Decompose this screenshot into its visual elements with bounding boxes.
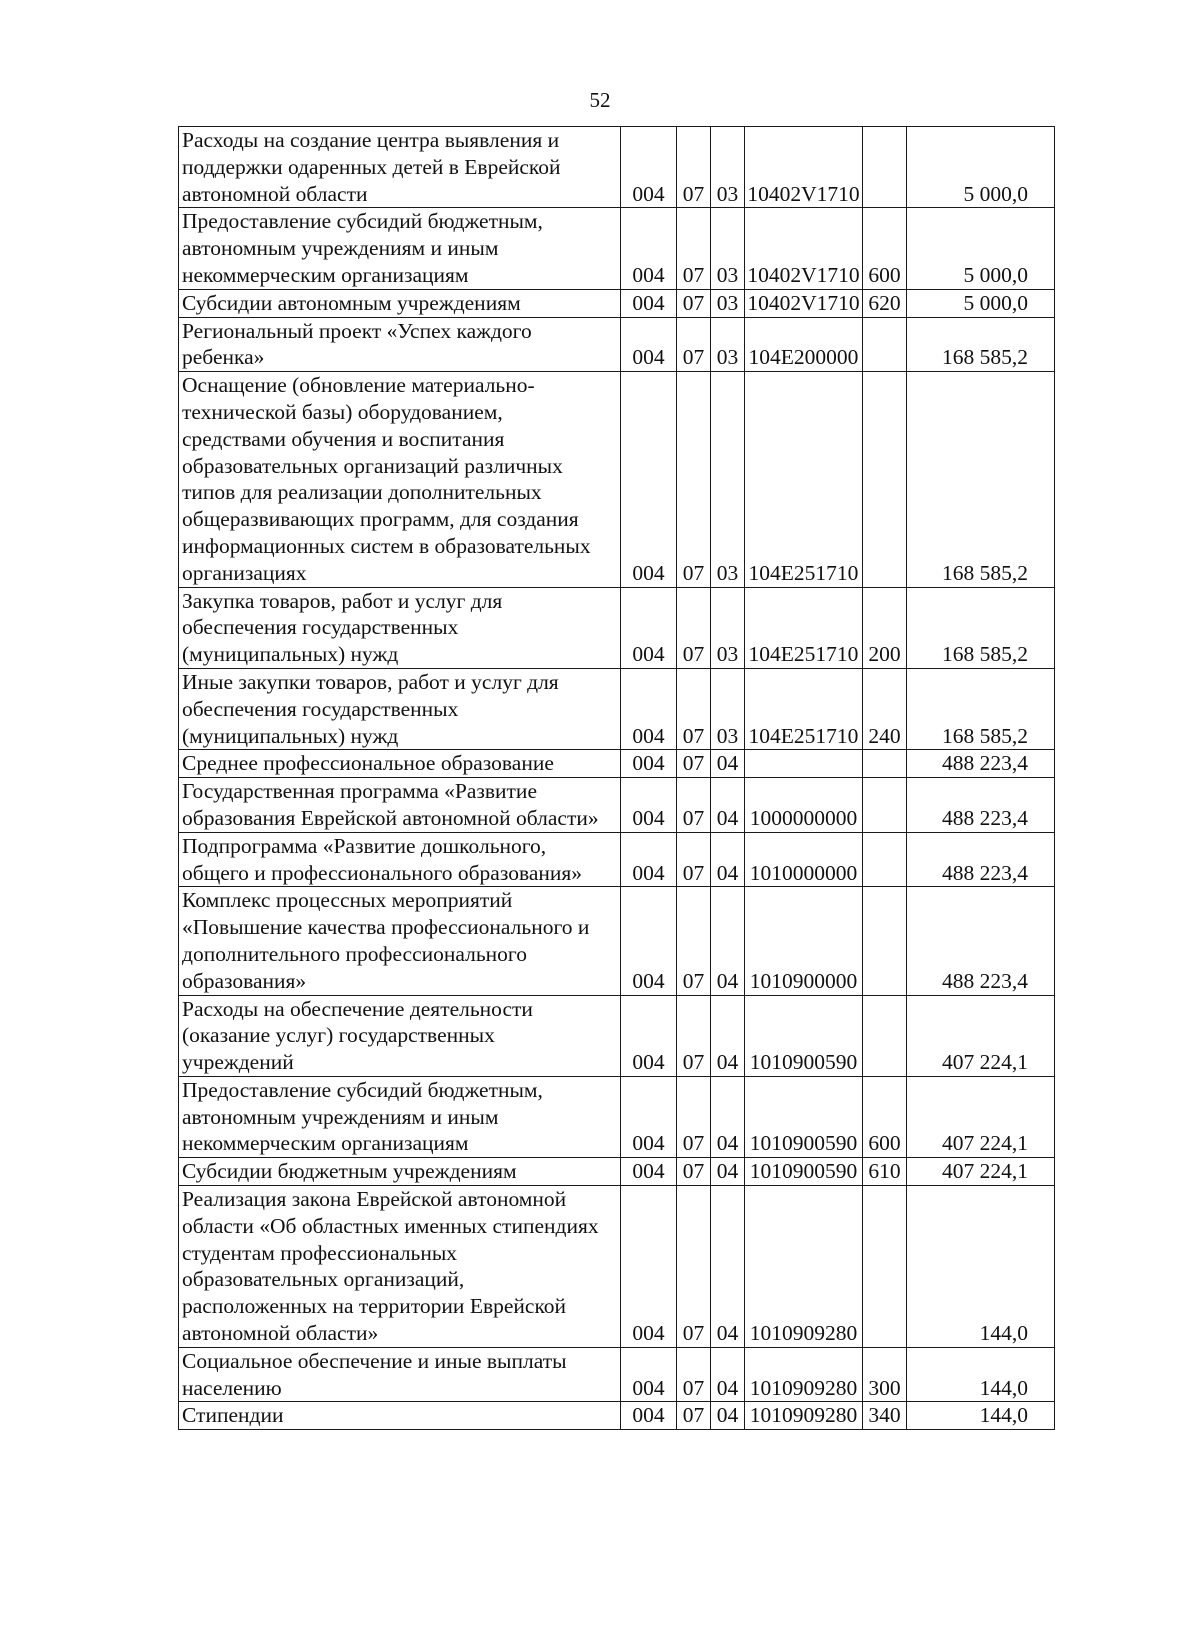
expense-name-line: образовательных организаций различных	[182, 453, 563, 478]
expense-name-line: общего и профессионального образования»	[182, 860, 583, 885]
expense-name-cell	[179, 127, 621, 208]
ministry-code-cell: 004	[621, 750, 677, 778]
ministry-code-cell: 004	[621, 1158, 677, 1186]
subsection-code-cell: 04	[711, 1076, 745, 1157]
target-code-cell: 1010900590	[745, 995, 863, 1076]
target-code-cell: 10402V1710	[745, 289, 863, 317]
amount-cell: 5 000,0	[907, 127, 1055, 208]
section-code-cell: 07	[677, 289, 711, 317]
table-row	[179, 1347, 1055, 1402]
ministry-code-cell: 004	[621, 372, 677, 587]
section-code-cell: 07	[677, 1186, 711, 1348]
expense-name-cell	[179, 289, 621, 317]
table-row	[179, 1076, 1055, 1157]
expense-type-cell: 340	[863, 1402, 907, 1430]
expense-name-cell	[179, 995, 621, 1076]
expense-name-line: обеспечения государственных	[182, 696, 459, 721]
subsection-code-cell: 03	[711, 127, 745, 208]
target-code-cell: 104E200000	[745, 317, 863, 372]
budget-table	[178, 126, 1055, 1430]
expense-name-line: информационных систем в образовательных	[182, 533, 591, 558]
target-code-cell: 1010900590	[745, 1076, 863, 1157]
table-row	[179, 587, 1055, 668]
expense-name-line: (муниципальных) нужд	[182, 723, 399, 748]
table-row	[179, 1186, 1055, 1348]
expense-name-cell	[179, 1402, 621, 1430]
section-code-cell: 07	[677, 1158, 711, 1186]
amount-cell: 5 000,0	[907, 289, 1055, 317]
target-code-cell: 10402V1710	[745, 127, 863, 208]
expense-name-line: общеразвивающих программ, для создания	[182, 507, 579, 532]
subsection-code-cell: 04	[711, 1347, 745, 1402]
expense-name-line: некоммерческим организациям	[182, 1131, 469, 1156]
expense-name-line: дополнительного профессионального	[182, 941, 527, 966]
subsection-code-cell: 03	[711, 289, 745, 317]
target-code-cell: 1010909280	[745, 1186, 863, 1348]
ministry-code-cell: 004	[621, 127, 677, 208]
subsection-code-cell: 03	[711, 587, 745, 668]
expense-name-line: автономным учреждениям и иным	[182, 236, 499, 261]
expense-type-cell	[863, 887, 907, 995]
expense-name-line: автономной области»	[182, 1321, 379, 1346]
section-code-cell: 07	[677, 587, 711, 668]
subsection-code-cell: 04	[711, 750, 745, 778]
table-row	[179, 127, 1055, 208]
expense-name-line: технической базы) оборудованием,	[182, 399, 503, 424]
target-code-cell: 1010000000	[745, 832, 863, 887]
amount-cell: 5 000,0	[907, 208, 1055, 289]
section-code-cell: 07	[677, 372, 711, 587]
subsection-code-cell: 04	[711, 887, 745, 995]
table-row	[179, 1402, 1055, 1430]
amount-cell: 407 224,1	[907, 1158, 1055, 1186]
expense-type-cell	[863, 127, 907, 208]
amount-cell: 488 223,4	[907, 778, 1055, 833]
expense-name-line: студентам профессиональных	[182, 1240, 458, 1265]
section-code-cell: 07	[677, 668, 711, 749]
expense-name-line: Социальное обеспечение и иные выплаты	[182, 1348, 567, 1373]
table-row	[179, 750, 1055, 778]
section-code-cell: 07	[677, 127, 711, 208]
target-code-cell: 104E251710	[745, 372, 863, 587]
section-code-cell: 07	[677, 750, 711, 778]
subsection-code-cell: 04	[711, 1402, 745, 1430]
amount-cell: 488 223,4	[907, 887, 1055, 995]
ministry-code-cell: 004	[621, 1402, 677, 1430]
amount-cell: 168 585,2	[907, 372, 1055, 587]
expense-type-cell	[863, 995, 907, 1076]
expense-name-line: некоммерческим организациям	[182, 262, 469, 287]
amount-cell: 407 224,1	[907, 1076, 1055, 1157]
amount-cell: 407 224,1	[907, 995, 1055, 1076]
expense-name-line: поддержки одаренных детей в Еврейской	[182, 154, 561, 179]
amount-cell: 144,0	[907, 1402, 1055, 1430]
expense-name-line: автономным учреждениям и иным	[182, 1104, 499, 1129]
expense-name-line: (муниципальных) нужд	[182, 642, 399, 667]
expense-type-cell: 610	[863, 1158, 907, 1186]
expense-name-cell	[179, 1186, 621, 1348]
table-row	[179, 372, 1055, 587]
expense-name-line: расположенных на территории Еврейской	[182, 1294, 567, 1319]
subsection-code-cell: 03	[711, 668, 745, 749]
expense-type-cell: 300	[863, 1347, 907, 1402]
table-row	[179, 995, 1055, 1076]
section-code-cell: 07	[677, 995, 711, 1076]
target-code-cell: 1010900590	[745, 1158, 863, 1186]
section-code-cell: 07	[677, 1402, 711, 1430]
expense-name-cell	[179, 887, 621, 995]
expense-name-line: образования»	[182, 968, 307, 993]
expense-type-cell: 620	[863, 289, 907, 317]
section-code-cell: 07	[677, 832, 711, 887]
table-row	[179, 778, 1055, 833]
target-code-cell: 104E251710	[745, 587, 863, 668]
table-row	[179, 317, 1055, 372]
expense-name-line: Реализация закона Еврейской автономной	[182, 1187, 567, 1212]
expense-name-line: Подпрограмма «Развитие дошкольного,	[182, 833, 547, 858]
table-row	[179, 208, 1055, 289]
target-code-cell: 1010909280	[745, 1402, 863, 1430]
section-code-cell: 07	[677, 1347, 711, 1402]
target-code-cell: 104E251710	[745, 668, 863, 749]
amount-cell: 168 585,2	[907, 317, 1055, 372]
expense-name-cell	[179, 1158, 621, 1186]
section-code-cell: 07	[677, 778, 711, 833]
target-code-cell	[745, 750, 863, 778]
expense-name-cell	[179, 317, 621, 372]
amount-cell: 144,0	[907, 1347, 1055, 1402]
expense-type-cell: 600	[863, 1076, 907, 1157]
expense-name-line: населению	[182, 1375, 282, 1400]
section-code-cell: 07	[677, 317, 711, 372]
expense-type-cell	[863, 778, 907, 833]
ministry-code-cell: 004	[621, 668, 677, 749]
expense-name-line: Предоставление субсидий бюджетным,	[182, 209, 543, 234]
expense-name-cell	[179, 1076, 621, 1157]
expense-name-line: организациях	[182, 560, 307, 585]
subsection-code-cell: 03	[711, 208, 745, 289]
expense-type-cell: 240	[863, 668, 907, 749]
expense-name-line: автономной области	[182, 181, 368, 206]
subsection-code-cell: 03	[711, 372, 745, 587]
amount-cell: 488 223,4	[907, 750, 1055, 778]
expense-name-line: типов для реализации дополнительных	[182, 480, 542, 505]
expense-name-cell	[179, 832, 621, 887]
table-row	[179, 668, 1055, 749]
expense-name-line: Государственная программа «Развитие	[182, 779, 537, 804]
section-code-cell: 07	[677, 208, 711, 289]
table-row	[179, 289, 1055, 317]
section-code-cell: 07	[677, 887, 711, 995]
ministry-code-cell: 004	[621, 317, 677, 372]
table-row	[179, 832, 1055, 887]
expense-name-line: средствами обучения и воспитания	[182, 426, 505, 451]
expense-name-cell	[179, 208, 621, 289]
subsection-code-cell: 03	[711, 317, 745, 372]
ministry-code-cell: 004	[621, 887, 677, 995]
expense-name-line: Субсидии бюджетным учреждениям	[182, 1159, 517, 1184]
expense-name-line: Расходы на обеспечение деятельности	[182, 996, 533, 1021]
expense-name-line: Закупка товаров, работ и услуг для	[182, 588, 503, 613]
target-code-cell: 1010909280	[745, 1347, 863, 1402]
subsection-code-cell: 04	[711, 1158, 745, 1186]
expense-type-cell	[863, 317, 907, 372]
table-row	[179, 1158, 1055, 1186]
expense-name-line: образования Еврейской автономной области»	[182, 805, 599, 830]
ministry-code-cell: 004	[621, 778, 677, 833]
expense-name-line: Комплекс процессных мероприятий	[182, 888, 513, 913]
section-code-cell: 07	[677, 1076, 711, 1157]
expense-name-cell	[179, 372, 621, 587]
expense-name-line: обеспечения государственных	[182, 615, 459, 640]
target-code-cell: 1010900000	[745, 887, 863, 995]
expense-name-line: Оснащение (обновление материально-	[182, 373, 535, 398]
expense-type-cell	[863, 1186, 907, 1348]
expense-name-cell	[179, 587, 621, 668]
ministry-code-cell: 004	[621, 995, 677, 1076]
target-code-cell: 10402V1710	[745, 208, 863, 289]
expense-name-line: Региональный проект «Успех каждого	[182, 318, 532, 343]
expense-type-cell: 600	[863, 208, 907, 289]
expense-type-cell	[863, 750, 907, 778]
ministry-code-cell: 004	[621, 832, 677, 887]
expense-type-cell	[863, 372, 907, 587]
amount-cell: 488 223,4	[907, 832, 1055, 887]
expense-name-line: (оказание услуг) государственных	[182, 1023, 495, 1048]
subsection-code-cell: 04	[711, 1186, 745, 1348]
expense-name-line: ребенка»	[182, 345, 265, 370]
expense-name-cell	[179, 1347, 621, 1402]
subsection-code-cell: 04	[711, 778, 745, 833]
target-code-cell: 1000000000	[745, 778, 863, 833]
table-body	[179, 127, 1055, 1430]
table-row	[179, 887, 1055, 995]
subsection-code-cell: 04	[711, 995, 745, 1076]
ministry-code-cell: 004	[621, 208, 677, 289]
ministry-code-cell: 004	[621, 1347, 677, 1402]
expense-name-line: Расходы на создание центра выявления и	[182, 128, 560, 152]
expense-name-cell	[179, 750, 621, 778]
amount-cell: 144,0	[907, 1186, 1055, 1348]
expense-type-cell	[863, 832, 907, 887]
expense-type-cell: 200	[863, 587, 907, 668]
expense-name-line: области «Об областных именных стипендиях	[182, 1213, 599, 1238]
ministry-code-cell: 004	[621, 1076, 677, 1157]
amount-cell: 168 585,2	[907, 668, 1055, 749]
ministry-code-cell: 004	[621, 1186, 677, 1348]
expense-name-line: Стипендии	[182, 1403, 284, 1428]
expense-name-line: Иные закупки товаров, работ и услуг для	[182, 669, 559, 694]
expense-name-line: образовательных организаций,	[182, 1267, 465, 1292]
expense-name-line: «Повышение качества профессионального и	[182, 915, 590, 940]
ministry-code-cell: 004	[621, 587, 677, 668]
expense-name-cell	[179, 668, 621, 749]
expense-name-line: учреждений	[182, 1050, 294, 1075]
amount-cell: 168 585,2	[907, 587, 1055, 668]
expense-name-line: Предоставление субсидий бюджетным,	[182, 1077, 543, 1102]
expense-name-line: Среднее профессиональное образование	[182, 751, 554, 776]
subsection-code-cell: 04	[711, 832, 745, 887]
page-number: 52	[589, 88, 611, 112]
expense-name-line: Субсидии автономным учреждениям	[182, 290, 521, 315]
expense-name-cell	[179, 778, 621, 833]
ministry-code-cell: 004	[621, 289, 677, 317]
